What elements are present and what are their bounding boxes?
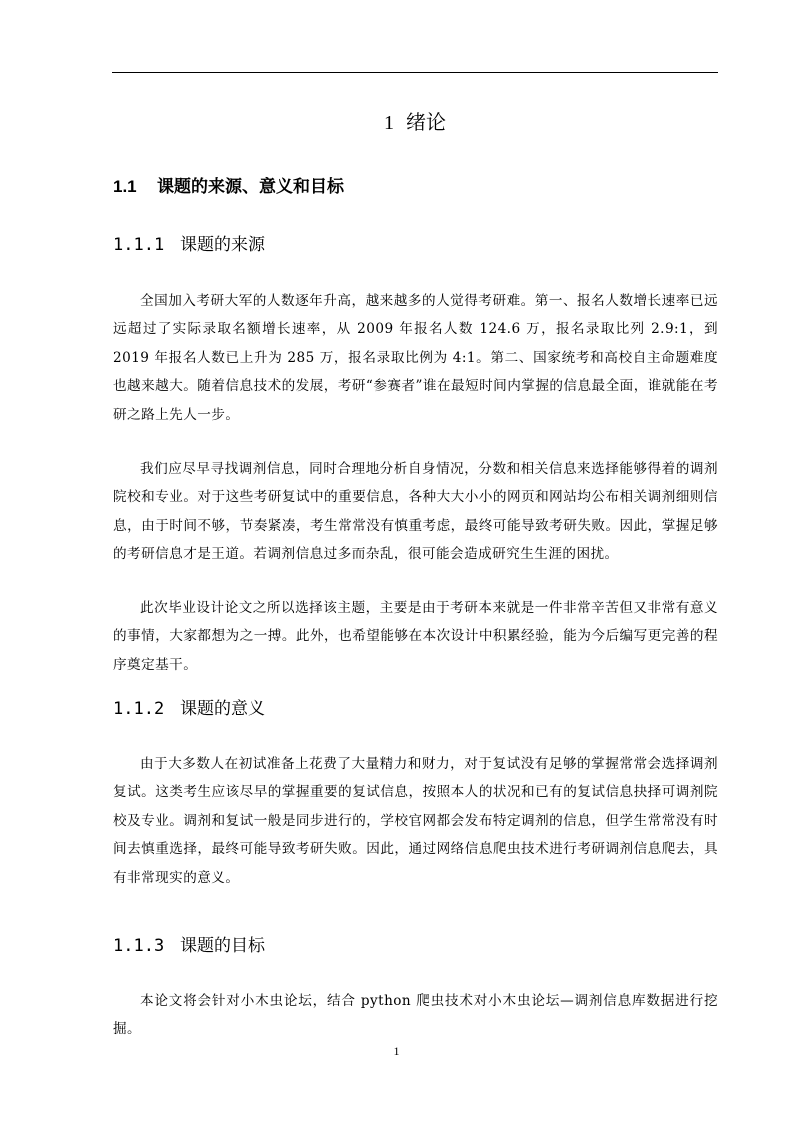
subsection-heading-goals [113, 933, 265, 959]
chapter-number: 1 [384, 112, 394, 134]
subsection-heading-source [113, 232, 265, 258]
chapter-title-text: 绪论 [406, 110, 446, 134]
paragraph: 本论文将会针对小木虫论坛，结合 python 爬虫技术对小木虫论坛—调剂信息库数据进行挖掘。 [113, 993, 718, 1038]
section-number: 1.1 [113, 177, 137, 196]
subsection-number: 1.1.2 [113, 699, 165, 719]
section-heading [113, 174, 344, 200]
subsection-title: 课题的目标 [180, 936, 265, 956]
paragraph: 我们应尽早寻找调剂信息，同时合理地分析自身情况，分数和相关信息来选择能够得着的调剂院校和专业。对于这些考研复试中的重要信息，各种大大小小的网页和网站均公布相关调剂细则信息，由于时间不够，节奏紧凑，考生常常没有慎重考虑，最终可能导致考研失败。因此，掌握足够的考研信息才是王道。若调剂信息过多而杂乱，很可能会造成研究生生涯的困扰。 [113, 461, 718, 563]
section-title: 课题的来源、意义和目标 [157, 177, 344, 197]
subsection-title: 课题的来源 [180, 235, 265, 255]
paragraph: 此次毕业设计论文之所以选择该主题，主要是由于考研本来就是一件非常辛苦但又非常有意义的事情，大家都想为之一搏。此外，也希望能够在本次设计中积累经验，能为今后编写更完善的程序奠定基干。 [113, 600, 718, 673]
subsection-number: 1.1.3 [113, 936, 165, 956]
subsection-title: 课题的意义 [180, 699, 265, 719]
page-number: 1 [393, 1044, 400, 1058]
chapter-title [112, 108, 718, 137]
subsection-number: 1.1.1 [113, 235, 165, 255]
paragraph: 由于大多数人在初试准备上花费了大量精力和财力，对于复试没有足够的掌握常常会选择调剂复试。这类考生应该尽早的掌握重要的复试信息，按照本人的状况和已有的复试信息抉择可调剂院校及专业。调剂和复试一般是同步进行的，学校官网都会发布特定调剂的信息，但学生常常没有时间去慎重选择，最终可能导致考研失败。因此，通过网络信息爬虫技术进行考研调剂信息爬去，具有非常现实的意义。 [113, 756, 718, 886]
header-rule [112, 72, 718, 73]
paragraph: 全国加入考研大军的人数逐年升高，越来越多的人觉得考研难。第一、报名人数增长速率已远远超过了实际录取名额增长速率，从 2009 年报名人数 124.6 万，报名录取比列 2.9:1，到 2019 年报名人数已上升为 285 万，报名录取比例为 4:1。第二、国家统考和高校自主命题难度也越来越大。随着信息技术的发展，考研“参赛者”谁在最短时间内掌握的信息最全面，谁就能在考研之路上先人一步。 [113, 293, 718, 423]
subsection-heading-significance [113, 696, 265, 722]
